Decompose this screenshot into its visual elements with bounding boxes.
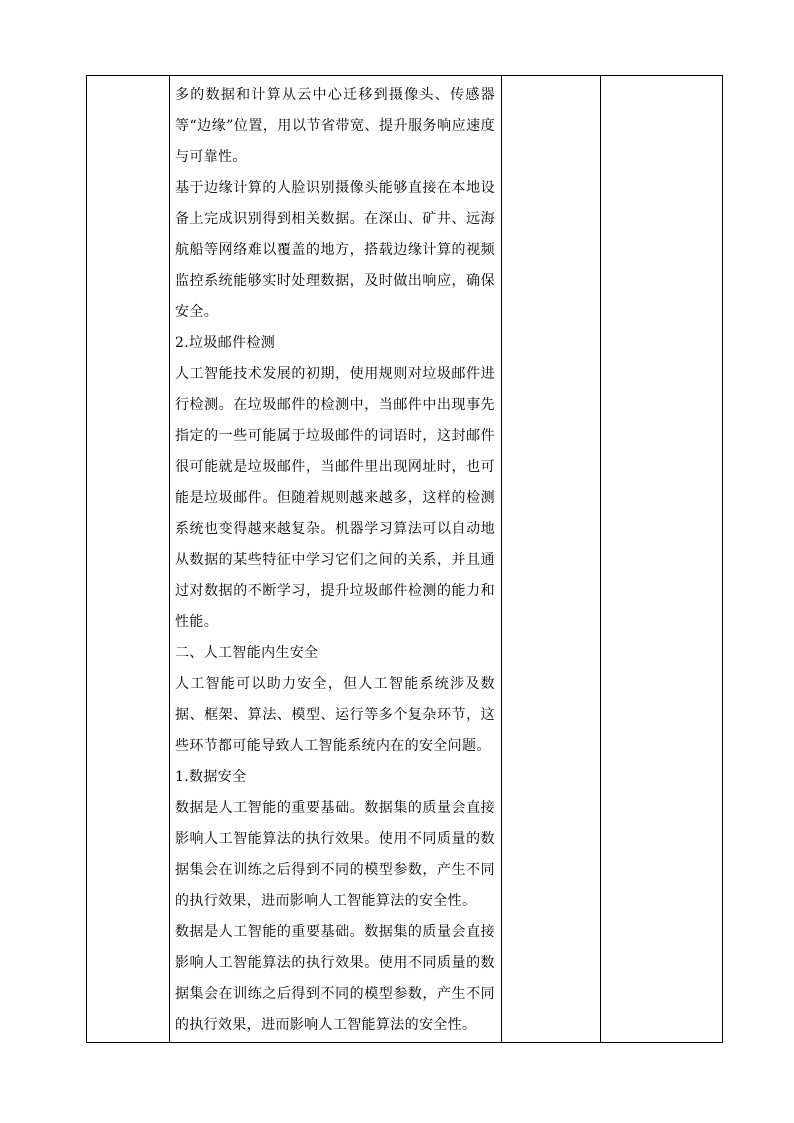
- section-heading: 1.数据安全: [175, 769, 247, 785]
- lesson-table: [86, 75, 723, 1043]
- table-cell-remarks: [601, 76, 723, 1043]
- table-cell-content: [170, 76, 502, 1043]
- paragraph: 数据是人工智能的重要基础。数据集的质量会直接影响人工智能算法的执行效果。使用不同质量的数据集会在训练之后得到不同的模型参数，产生不同的执行效果，进而影响人工智能算法的安全性。: [175, 800, 495, 909]
- paragraph: 基于边缘计算的人脸识别摄像头能够直接在本地设备上完成识别得到相关数据。在深山、矿井、远海航船等网络难以覆盖的地方，搭载边缘计算的视频监控系统能够实时处理数据，及时做出响应，确保安全。: [175, 180, 495, 320]
- table-cell-left: [87, 76, 170, 1043]
- paragraph: 多的数据和计算从云中心迁移到摄像头、传感器等“边缘”位置，用以节省带宽、提升服务响应速度与可靠性。: [175, 87, 495, 165]
- section-heading: 2.垃圾邮件检测: [175, 335, 276, 351]
- paragraph: 数据是人工智能的重要基础。数据集的质量会直接影响人工智能算法的执行效果。使用不同质量的数据集会在训练之后得到不同的模型参数，产生不同的执行效果，进而影响人工智能算法的安全性。: [175, 924, 495, 1033]
- table-cell-notes: [502, 76, 601, 1043]
- paragraph: 人工智能可以助力安全，但人工智能系统涉及数据、框架、算法、模型、运行等多个复杂环节，这些环节都可能导致人工智能系统内在的安全问题。: [175, 676, 495, 754]
- section-heading: 二、人工智能内生安全: [175, 645, 319, 661]
- paragraph: 人工智能技术发展的初期，使用规则对垃圾邮件进行检测。在垃圾邮件的检测中，当邮件中出现事先指定的一些可能属于垃圾邮件的词语时，这封邮件很可能就是垃圾邮件，当邮件里出现网址时，也可能是垃圾邮件。但随着规则越来越多，这样的检测系统也变得越来越复杂。机器学习算法可以自动地从数据的某些特征中学习它们之间的关系，并且通过对数据的不断学习，提升垃圾邮件检测的能力和性能。: [175, 366, 495, 630]
- table-row: [87, 76, 723, 1043]
